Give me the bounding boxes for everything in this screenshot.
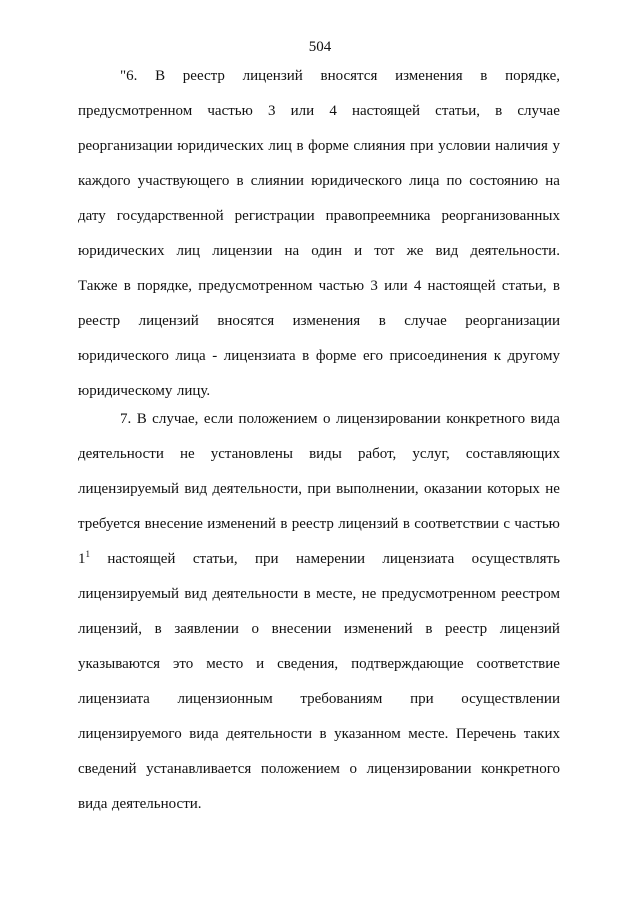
word: по	[446, 173, 463, 189]
word: случае,	[152, 411, 199, 427]
word: с	[503, 516, 511, 532]
word: составляющих	[465, 446, 560, 462]
word: вид	[435, 243, 459, 259]
word: вида	[189, 726, 219, 742]
word: лицензиата	[382, 551, 455, 567]
word: $1^1$	[78, 549, 90, 567]
word: изменений	[207, 516, 276, 532]
word: или	[290, 103, 315, 119]
word: случае	[517, 103, 560, 119]
word: заявлении	[174, 621, 239, 637]
text-line	[78, 311, 560, 346]
word: месте,	[316, 586, 357, 602]
word: оказании	[423, 481, 482, 497]
word: участвующего	[137, 173, 230, 189]
word: условии	[438, 138, 491, 154]
word: лицензируемый	[78, 481, 180, 497]
word: настоящей	[351, 103, 421, 119]
word: 4	[413, 278, 422, 294]
word: лицензионным	[177, 691, 273, 707]
text-line	[78, 759, 560, 794]
word: реестр	[445, 621, 488, 637]
word: деятельности	[226, 726, 313, 742]
word: при	[410, 138, 434, 154]
word: правопреемника	[325, 208, 431, 224]
word: в	[236, 173, 244, 189]
word: намерении	[295, 551, 366, 567]
text-line	[78, 136, 560, 171]
word: не	[545, 481, 560, 497]
paragraph-7	[78, 409, 560, 829]
word: деятельности.	[111, 796, 202, 812]
word: положением	[238, 411, 318, 427]
text-line	[78, 794, 560, 829]
word: осуществлять	[471, 551, 560, 567]
word: требуется	[78, 516, 141, 532]
word: месте.	[408, 726, 449, 742]
word: о	[349, 761, 358, 777]
text-line	[78, 584, 560, 619]
word: вида	[78, 796, 108, 812]
word: другому	[507, 348, 560, 364]
word: же	[406, 243, 424, 259]
word: это	[172, 656, 194, 672]
word: лицензировании	[366, 761, 472, 777]
word: и	[354, 243, 363, 259]
word: виды	[309, 446, 342, 462]
word: частью	[207, 103, 253, 119]
word: вид	[184, 481, 208, 497]
word: конкретного	[446, 411, 526, 427]
word: Перечень	[455, 726, 517, 742]
word: если	[203, 411, 234, 427]
word: лицензировании	[335, 411, 441, 427]
word: лицензий	[338, 516, 399, 532]
word: лицензий,	[78, 621, 142, 637]
word: не	[361, 586, 377, 602]
word: на	[284, 243, 300, 259]
word: указываются	[78, 656, 161, 672]
word: реорганизованных	[441, 208, 560, 224]
word: в	[319, 726, 327, 742]
word: его	[363, 348, 383, 364]
text-line	[78, 241, 560, 276]
word: в	[425, 621, 433, 637]
word: тот	[374, 243, 395, 259]
word: изменений	[344, 621, 413, 637]
word: настоящей	[107, 551, 176, 567]
word: юридического	[78, 348, 169, 364]
word: форме	[308, 138, 349, 154]
word: один	[311, 243, 343, 259]
word: деятельности	[212, 586, 299, 602]
word: о	[322, 411, 331, 427]
word: реестр	[78, 313, 121, 329]
word: "6.	[120, 68, 138, 84]
text-line	[78, 171, 560, 206]
text-line	[78, 689, 560, 724]
text-line	[78, 479, 560, 514]
word: реестр	[182, 68, 225, 84]
word: статьи,	[192, 551, 238, 567]
word: лиц	[176, 243, 201, 259]
word: юридического	[311, 173, 402, 189]
word: в	[402, 516, 410, 532]
word: положением	[260, 761, 340, 777]
word: внесении	[271, 621, 332, 637]
word: статьи,	[435, 103, 480, 119]
text-line	[78, 276, 560, 311]
word: работ,	[357, 446, 397, 462]
word: реорганизации	[465, 313, 560, 329]
word: в	[378, 313, 386, 329]
word: слиянии	[250, 173, 304, 189]
word: лицензиата	[223, 348, 296, 364]
word: юридических	[78, 243, 165, 259]
word: в	[280, 516, 288, 532]
word: которых	[487, 481, 540, 497]
word: настоящей	[427, 278, 496, 294]
word: внесение	[144, 516, 203, 532]
word: В	[155, 68, 166, 84]
word: дату	[78, 208, 106, 224]
word: реестр	[291, 516, 334, 532]
word: частью	[318, 278, 365, 294]
text-line	[78, 66, 560, 101]
word: вид	[184, 586, 208, 602]
word: 3	[267, 103, 276, 119]
word: вида	[530, 411, 560, 427]
text-line	[78, 206, 560, 241]
word: в	[495, 103, 503, 119]
word: в	[303, 586, 311, 602]
word: регистрации	[234, 208, 315, 224]
word: реестром	[501, 586, 560, 602]
word: предусмотренном	[78, 103, 193, 119]
word: в	[296, 138, 304, 154]
word: слияния	[353, 138, 406, 154]
word: требованиям	[300, 691, 383, 707]
word: сведения,	[277, 656, 339, 672]
word: лицензий	[499, 621, 560, 637]
word: изменения	[292, 313, 361, 329]
word: случае	[404, 313, 447, 329]
word: устанавливается	[146, 761, 252, 777]
paragraph-6	[78, 66, 560, 416]
word: присоединения	[389, 348, 488, 364]
word: В	[136, 411, 147, 427]
word: подтверждающие	[351, 656, 464, 672]
word: лицу.	[176, 383, 211, 399]
text-line	[78, 514, 560, 549]
text-line	[78, 654, 560, 689]
text-line	[78, 346, 560, 381]
word: Также	[78, 278, 118, 294]
word: таких	[523, 726, 560, 742]
word: деятельности,	[212, 481, 303, 497]
text-line	[78, 101, 560, 136]
word: вносятся	[217, 313, 275, 329]
word: -	[212, 348, 218, 364]
word: услуг,	[412, 446, 450, 462]
word: форме	[315, 348, 357, 364]
text-line	[78, 724, 560, 759]
word: каждого	[78, 173, 131, 189]
word: вносятся	[320, 68, 378, 84]
word: лицензии	[212, 243, 273, 259]
word: статьи,	[501, 278, 547, 294]
word: в	[154, 621, 162, 637]
word: у	[552, 138, 560, 154]
word: лиц	[268, 138, 292, 154]
word: 4	[329, 103, 337, 119]
word: лицензий	[138, 313, 199, 329]
word: деятельности	[78, 446, 164, 462]
word: лица	[409, 173, 440, 189]
word: в	[302, 348, 310, 364]
word: государственной	[116, 208, 224, 224]
word: 3	[370, 278, 378, 294]
word: состоянию	[469, 173, 539, 189]
text-line	[78, 409, 560, 444]
word: лица	[175, 348, 206, 364]
word: на	[545, 173, 560, 189]
word: конкретного	[481, 761, 560, 777]
word: сведений	[78, 761, 137, 777]
word: место	[206, 656, 244, 672]
word: указанном	[334, 726, 401, 742]
word: или	[384, 278, 408, 294]
page-number: 504	[308, 39, 332, 55]
word: не	[179, 446, 195, 462]
word: выполнении,	[336, 481, 419, 497]
word: при	[410, 691, 434, 707]
word: 7.	[120, 411, 132, 427]
word: при	[307, 481, 331, 497]
word: лицензируемый	[78, 586, 180, 602]
word: изменения	[395, 68, 463, 84]
word: осуществлении	[461, 691, 560, 707]
word: в	[552, 278, 560, 294]
word: соответствии	[414, 516, 500, 532]
word: реорганизации	[78, 138, 173, 154]
word: предусмотренном	[381, 586, 496, 602]
word: установлены	[210, 446, 293, 462]
word: к	[493, 348, 501, 364]
word: в	[123, 278, 131, 294]
word: деятельности.	[470, 243, 560, 259]
word: частью	[514, 516, 560, 532]
word: лицензий	[242, 68, 303, 84]
word: порядке,	[137, 278, 192, 294]
word: предусмотренном	[198, 278, 313, 294]
text-line	[78, 444, 560, 479]
word: о	[251, 621, 260, 637]
word: соответствие	[476, 656, 560, 672]
word: наличия	[495, 138, 548, 154]
word: в	[480, 68, 488, 84]
word: лицензируемого	[78, 726, 182, 742]
word: лицензиата	[78, 691, 150, 707]
word: юридическому	[78, 383, 173, 399]
word: юридических	[177, 138, 264, 154]
word: порядке,	[505, 68, 560, 84]
text-line	[78, 619, 560, 654]
text-line	[78, 549, 560, 584]
word: и	[256, 656, 265, 672]
word: при	[255, 551, 279, 567]
